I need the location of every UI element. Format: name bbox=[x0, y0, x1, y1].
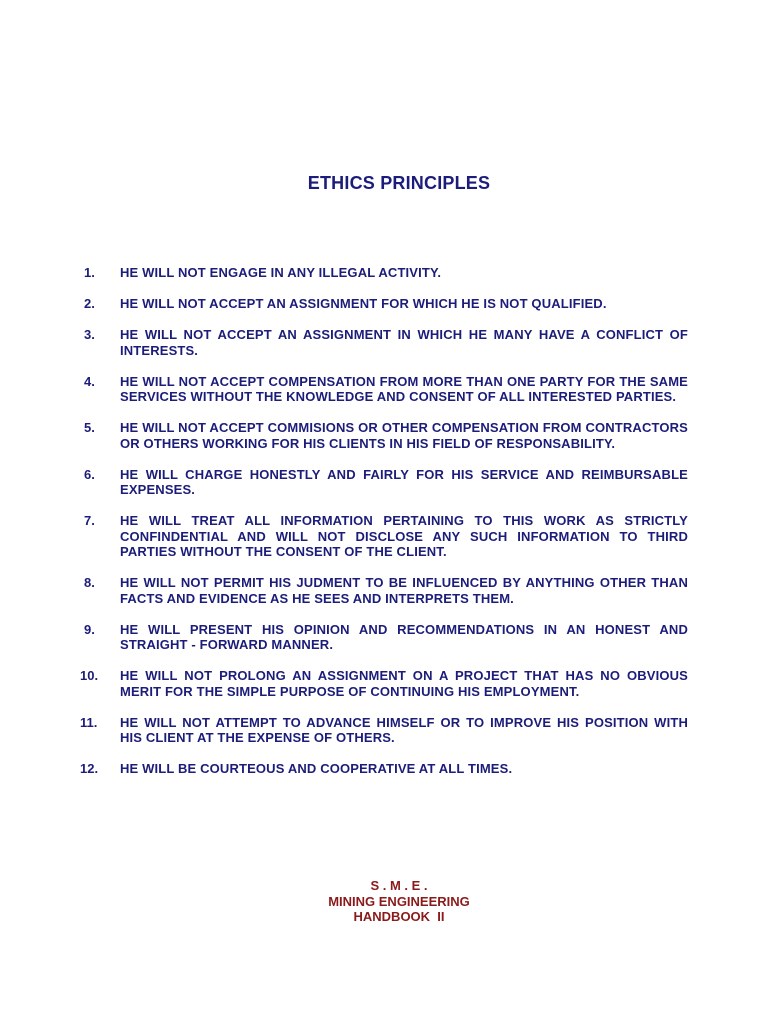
item-text: HE WILL NOT PERMIT HIS JUDMENT TO BE INFLUENCED BY ANYTHING OTHER THAN FACTS AND EVIDENCE AS HE SEES AND INTERPRETS THEM. bbox=[120, 575, 688, 606]
item-text: HE WILL BE COURTEOUS AND COOPERATIVE AT ALL TIMES. bbox=[120, 761, 513, 776]
item-number: 12. bbox=[80, 761, 99, 776]
source-footer bbox=[0, 878, 768, 925]
page-title: ETHICS PRINCIPLES bbox=[307, 173, 491, 193]
list-item bbox=[80, 715, 688, 746]
item-number: 5. bbox=[84, 420, 95, 435]
item-number: 6. bbox=[84, 466, 95, 482]
item-number: 1. bbox=[84, 265, 95, 280]
item-text: HE WILL NOT ATTEMPT TO ADVANCE HIMSELF OR TO IMPROVE HIS POSITION WITH HIS CLIENT AT THE EXPENSE OF OTHERS. bbox=[120, 714, 688, 745]
item-text: HE WILL TREAT ALL INFORMATION PERTAINING TO THIS WORK AS STRICTLY CONFINDENTIAL AND WILL NOT DISCLOSE ANY SUCH INFORMATION TO THIRD PARTIES WITHOUT THE CONSENT OF THE CLIENT. bbox=[120, 513, 688, 559]
footer-book-title: MINING ENGINEERING bbox=[328, 893, 470, 909]
item-text: HE WILL NOT ACCEPT COMPENSATION FROM MORE THAN ONE PARTY FOR THE SAME SERVICES WITHOUT THE KNOWLEDGE AND CONSENT OF ALL INTERESTED PARTIES. bbox=[120, 373, 688, 404]
list-item bbox=[80, 513, 688, 560]
list-item bbox=[80, 668, 688, 699]
item-number: 9. bbox=[84, 621, 95, 637]
item-text: HE WILL NOT ENGAGE IN ANY ILLEGAL ACTIVITY. bbox=[120, 265, 442, 280]
item-number: 10. bbox=[80, 668, 99, 683]
item-text: HE WILL NOT ACCEPT AN ASSIGNMENT FOR WHICH HE IS NOT QUALIFIED. bbox=[120, 296, 607, 311]
item-number: 4. bbox=[84, 373, 95, 389]
item-text: HE WILL NOT PROLONG AN ASSIGNMENT ON A PROJECT THAT HAS NO OBVIOUS MERIT FOR THE SIMPLE PURPOSE OF CONTINUING HIS EMPLOYMENT. bbox=[120, 668, 688, 699]
item-number: 11. bbox=[80, 714, 98, 730]
list-item bbox=[80, 374, 688, 405]
item-text: HE WILL PRESENT HIS OPINION AND RECOMMENDATIONS IN AN HONEST AND STRAIGHT - FORWARD MANNER. bbox=[120, 621, 688, 652]
list-item bbox=[80, 296, 688, 312]
item-number: 3. bbox=[84, 327, 95, 342]
list-item bbox=[80, 420, 688, 451]
item-number: 2. bbox=[84, 296, 95, 311]
list-item bbox=[80, 575, 688, 606]
list-item bbox=[80, 467, 688, 498]
footer-org: S . M . E . bbox=[370, 878, 428, 893]
list-item bbox=[80, 622, 688, 653]
list-item bbox=[80, 265, 688, 281]
item-number: 7. bbox=[84, 513, 95, 528]
item-text: HE WILL NOT ACCEPT COMMISIONS OR OTHER COMPENSATION FROM CONTRACTORS OR OTHERS WORKING FOR HIS CLIENTS IN HIS FIELD OF RESPONSABILITY. bbox=[120, 420, 688, 451]
list-item bbox=[80, 327, 688, 358]
principles-list bbox=[80, 265, 688, 792]
footer-volume: HANDBOOK II bbox=[353, 909, 445, 924]
item-text: HE WILL NOT ACCEPT AN ASSIGNMENT IN WHICH HE MANY HAVE A CONFLICT OF INTERESTS. bbox=[120, 327, 688, 358]
item-number: 8. bbox=[84, 575, 95, 590]
item-text: HE WILL CHARGE HONESTLY AND FAIRLY FOR HIS SERVICE AND REIMBURSABLE EXPENSES. bbox=[120, 466, 688, 497]
list-item bbox=[80, 761, 688, 777]
